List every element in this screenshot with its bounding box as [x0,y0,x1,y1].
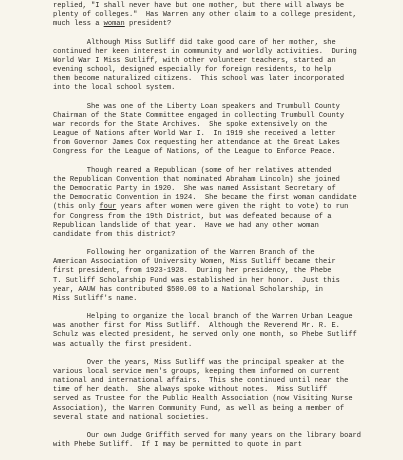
text-line: war records for the State Archives. She spoke extensively on the [53,121,328,130]
paragraph [53,249,403,304]
paragraph [53,359,403,423]
text-segment: president? [124,20,172,29]
paragraph [53,103,403,158]
text-line: Republican landslide of that year. Have we had any other woman [53,221,319,230]
text-line: candidate from this district? [53,230,176,239]
text-line: Following her organization of the Warren Branch of the [53,249,315,258]
text-line: World War I Miss Sutliff, with other volunteer teachers, started an [53,57,336,66]
text-line: served as Trustee for the Public Health Association (now Visiting Nurse [53,395,353,404]
paragraph [53,167,403,240]
underlined-word: four [99,203,117,212]
text-line: with Phebe Sutliff. If I may be permitted to quote in part [53,441,302,450]
text-segment: years after women were given the right to vote) to run [116,203,349,212]
text-segment: (this only [53,203,100,212]
text-line [53,20,403,29]
text-line [53,203,403,212]
paragraph [53,39,403,94]
text-line: several state and national societies. [53,413,210,422]
text-line: Over the years, Miss Sutliff was the principal speaker at the [53,358,345,367]
paragraph [53,313,403,350]
text-line: them become naturalized citizens. This school was later incorporated [53,75,345,84]
paragraph [53,0,403,30]
text-line: first president, from 1923-1928. During her presidency, the Phebe [53,267,332,276]
text-line: plenty of colleges." Has Warren any other claim to a college president, [53,11,357,20]
text-segment: much less a [53,20,104,29]
text-line: the Democratic Convention in 1924. She became the first woman candidate [53,194,357,203]
text-line: time of her death. She always spoke without notes. Miss Sutliff [53,386,328,395]
text-line: year, AAUW has contributed $500.00 to a National Scholarship, in [53,285,324,294]
text-line: the Republican Convention that nominated Abraham Lincoln) she joined [53,175,340,184]
text-line: Miss Sutliff's name. [53,294,138,303]
text-line: from Governor James Cox requesting her attendance at the Great Lakes [53,139,340,148]
paragraph [53,432,403,450]
text-line: various local service men's groups, keeping them informed on current [53,368,340,377]
text-line: Schulz was elected president, he served only one month, so Phebe Sutliff [53,331,357,340]
text-line: evening school, designed especially for foreign residents, to help [53,66,332,75]
text-line: national and international affairs. This she continued until near the [53,377,349,386]
text-line: T. Sutliff Scholarship Fund was established in her honor. Just this [53,276,340,285]
document-body [53,0,403,460]
text-line: was actually the first president. [53,340,193,349]
text-line: replied, "I shall never have but one mother, but there will always be [53,2,345,11]
text-line: continued her keen interest in community and worldly activities. During [53,47,357,56]
text-line: Helping to organize the local branch of the Warren Urban League [53,313,353,322]
text-line: Chairman of the State Committee engaged in collecting Trumbull County [53,111,345,120]
text-line: Association), the Warren Community Fund, as well as being a member of [53,404,345,413]
text-line: into the local school system. [53,84,176,93]
text-line: American Association of University Women, Miss Sutliff became their [53,258,336,267]
text-line: Our own Judge Griffith served for many years on the library board [53,432,361,441]
text-line: She was one of the Liberty Loan speakers and Trumbull County [53,102,340,111]
underlined-word: woman [103,20,125,29]
text-line: League of Nations after World War I. In 1919 she received a letter [53,130,336,139]
text-line: Though reared a Republican (some of her relatives attended [53,166,332,175]
text-line: for Congress from the 19th District, but was defeated because of a [53,212,332,221]
text-line: was another first for Miss Sutliff. Although the Reverend Mr. R. E. [53,322,340,331]
text-line: Congress for the League of Nations, of the League to Enforce Peace. [53,148,336,157]
text-line: Although Miss Sutliff did take good care of her mother, she [53,38,336,47]
text-line: the Democratic Party in 1920. She was named Assistant Secretary of [53,185,336,194]
